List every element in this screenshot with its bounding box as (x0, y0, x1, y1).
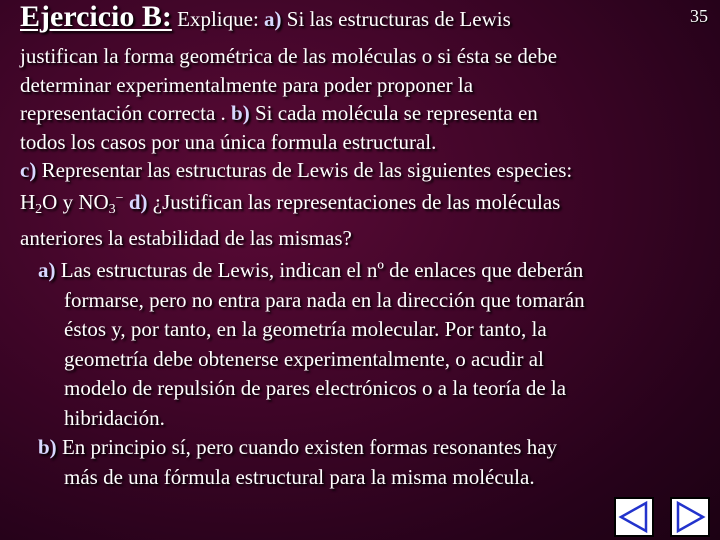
formula-charge: − (115, 190, 124, 206)
answer-b-line: más de una fórmula estructural para la misma molécula. (64, 464, 535, 489)
question-line: determinar experimentalmente para poder proponer la (20, 72, 474, 97)
label-a: a) (264, 7, 282, 31)
question-line (20, 99, 710, 128)
exercise-title: Ejercicio B: (20, 0, 172, 33)
answer-a-line: modelo de repulsión de pares electrónicos o a la teoría de la (64, 376, 567, 400)
question-text (20, 42, 710, 253)
formula-subscript: 3 (108, 201, 116, 217)
triangle-right-icon (672, 499, 708, 535)
question-line (20, 185, 710, 225)
answer-text-segment: En principio sí, pero cuando existen formas resonantes hay (56, 435, 558, 459)
question-line: todos los casos por una única formula estructural. (20, 129, 437, 154)
answer-a-line: hibridación. (64, 405, 165, 430)
label-b: b) (231, 101, 250, 125)
formula-h: H (20, 189, 36, 214)
title-prompt: Explique: (171, 7, 265, 31)
question-line: justifican la forma geométrica de las moléculas o si ésta se debe (20, 44, 558, 68)
answer-a-line: geometría debe obtenerse experimentalmente, o acudir al (64, 346, 544, 371)
answers-text (38, 256, 718, 492)
page-number: 35 (690, 6, 708, 26)
answer-b-label: b) (38, 435, 57, 459)
question-text-segment: Representar las estructuras de Lewis de las siguientes especies: (36, 158, 573, 182)
label-c: c) (20, 158, 37, 182)
answer-a-line: formarse, pero no entra para nada en la dirección que tomarán (64, 287, 585, 312)
formula-subscript: 2 (35, 201, 43, 217)
question-text-segment: Si cada molécula se representa en (249, 101, 538, 125)
title-question-a: Si las estructuras de Lewis (281, 7, 511, 31)
question-line (20, 156, 710, 185)
answer-b-line (38, 433, 718, 463)
next-slide-button[interactable] (670, 497, 710, 537)
question-line: anteriores la estabilidad de las mismas? (20, 226, 352, 250)
answer-a-line (38, 256, 718, 286)
triangle-left-icon (616, 499, 652, 535)
previous-slide-button[interactable] (614, 497, 654, 537)
formula-o-no: O y NO (42, 189, 109, 214)
question-text-segment: ¿Justifican las representaciones de las moléculas (147, 189, 561, 214)
answer-a-label: a) (38, 258, 56, 282)
question-text-segment: representación correcta . (20, 101, 232, 125)
label-d: d) (123, 189, 148, 214)
answer-a-line: éstos y, por tanto, en la geometría molecular. Por tanto, la (64, 317, 547, 341)
slide-title (20, 0, 700, 34)
answer-text-segment: Las estructuras de Lewis, indican el nº de enlaces que deberán (55, 258, 584, 282)
